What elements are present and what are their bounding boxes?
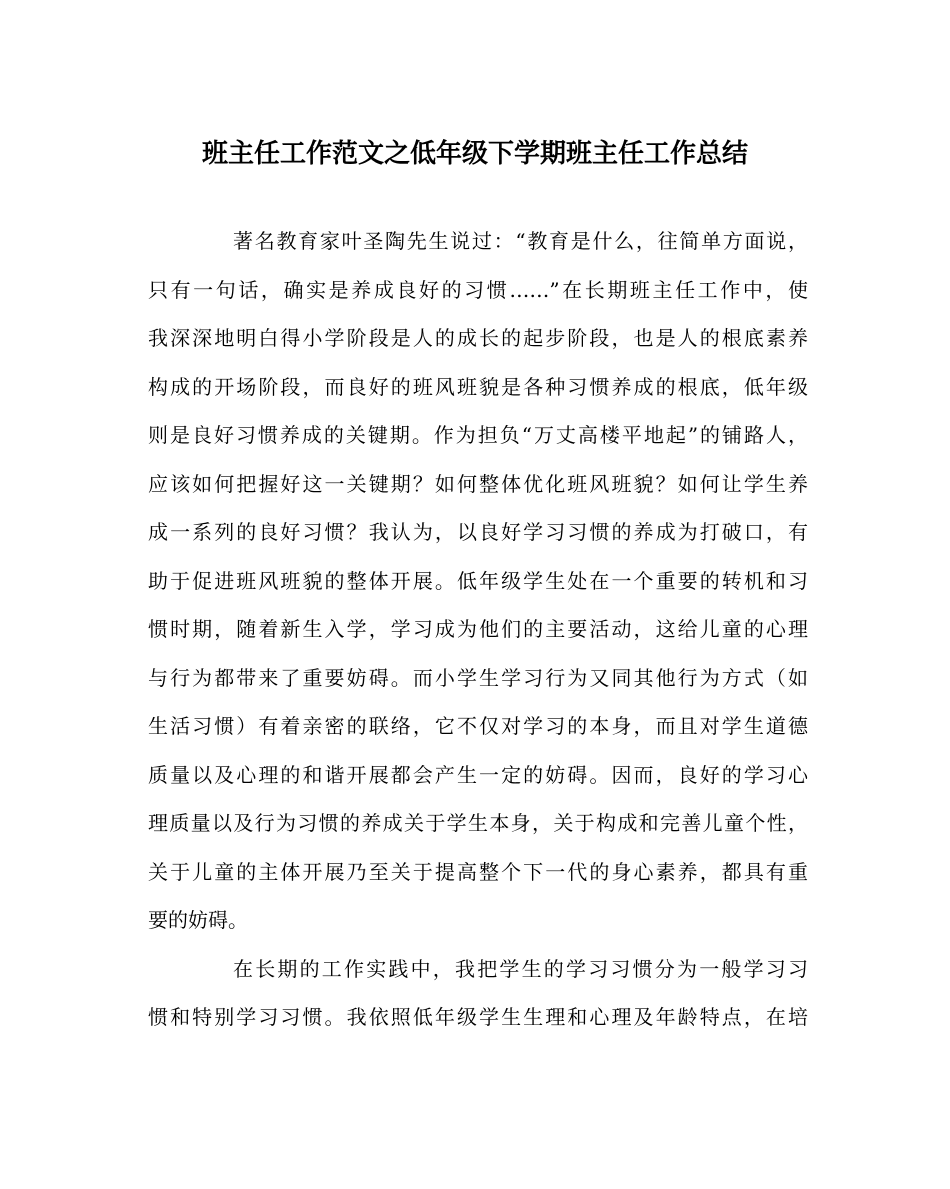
paragraph-line: 质量以及心理的和谐开展都会产生一定的妨碍。因而，良好的学习心 — [148, 762, 808, 787]
document-body — [148, 217, 808, 1042]
paragraph-line: 只有一句话，确实是养成良好的习惯……”在长期班主任工作中，使 — [148, 277, 808, 302]
paragraph-line: 我深深地明白得小学阶段是人的成长的起步阶段，也是人的根底素养 — [148, 326, 808, 350]
paragraph-line: 则是良好习惯养成的关键期。作为担负“万丈高楼平地起”的铺路人， — [148, 423, 808, 447]
paragraph-line: 理质量以及行为习惯的养成关于学生本身，关于构成和完善儿童个性， — [148, 811, 808, 835]
paragraph-line: 惯和特别学习习惯。我依照低年级学生生理和心理及年龄特点，在培 — [148, 1005, 808, 1029]
paragraph-line: 著名教育家叶圣陶先生说过：“教育是什么，往简单方面说， — [233, 229, 808, 253]
paragraph-2 — [148, 945, 808, 1042]
paragraph-line: 构成的开场阶段，而良好的班风班貌是各种习惯养成的根底，低年级 — [148, 374, 808, 399]
paragraph-line: 助于促进班风班貌的整体开展。低年级学生处在一个重要的转机和习 — [148, 568, 808, 593]
paragraph-line: 成一系列的良好习惯？我认为，以良好学习习惯的养成为打破口，有 — [148, 520, 808, 544]
document-title: 班主任工作范文之低年级下学期班主任工作总结 — [201, 139, 748, 169]
paragraph-1 — [148, 217, 808, 945]
paragraph-line: 应该如何把握好这一关键期？如何整体优化班风班貌？如何让学生养 — [148, 471, 808, 496]
paragraph-line: 要的妨碍。 — [148, 908, 248, 932]
paragraph-line: 惯时期，随着新生入学，学习成为他们的主要活动，这给儿童的心理 — [148, 617, 808, 641]
paragraph-line: 关于儿童的主体开展乃至关于提高整个下一代的身心素养，都具有重 — [148, 859, 808, 884]
paragraph-line: 与行为都带来了重要妨碍。而小学生学习行为又同其他行为方式（如 — [148, 665, 808, 690]
paragraph-line: 在长期的工作实践中，我把学生的学习习惯分为一般学习习 — [233, 956, 808, 981]
paragraph-line: 生活习惯）有着亲密的联络，它不仅对学习的本身，而且对学生道德 — [148, 714, 808, 738]
